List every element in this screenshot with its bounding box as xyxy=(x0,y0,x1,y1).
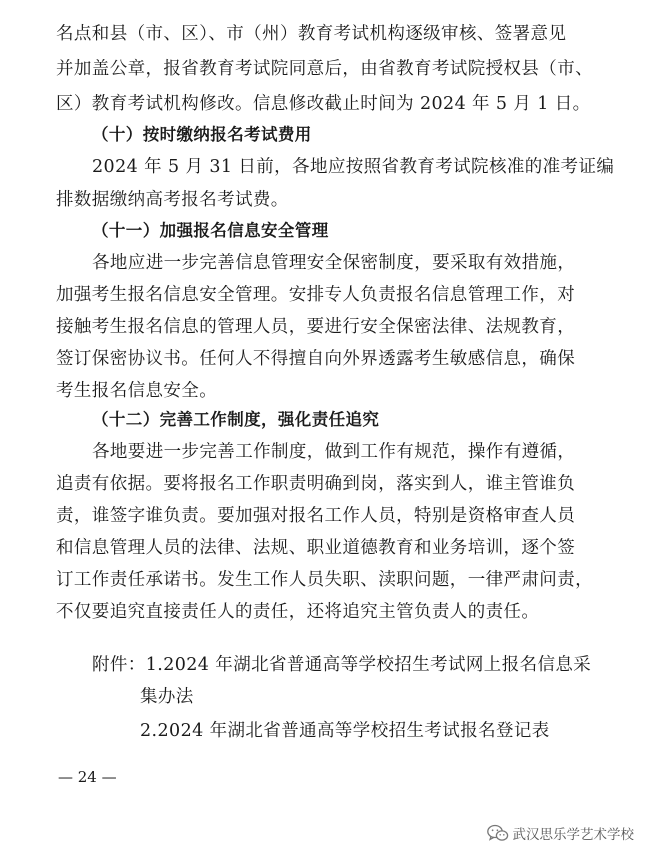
paragraph-line: 区）教育考试机构修改。信息修改截止时间为 2024 年 5 月 1 日。 xyxy=(56,94,591,114)
paragraph-line: 订工作责任承诺书。发生工作人员失职、渎职问题，一律严肃问责， xyxy=(56,570,593,590)
attachment-item-1-continued: 集办法 xyxy=(140,687,194,707)
section-heading-10: （十）按时缴纳报名考试费用 xyxy=(92,125,312,144)
paragraph-line: 签订保密协议书。任何人不得擅自向外界透露考生敏感信息，确保 xyxy=(56,349,576,369)
paragraph-line: 各地应进一步完善信息管理安全保密制度，要采取有效措施， xyxy=(92,253,576,273)
paragraph-line: 追责有依据。要将报名工作职责明确到岗，落实到人，谁主管谁负 xyxy=(56,474,576,494)
watermark xyxy=(487,823,635,843)
paragraph-line: 并加盖公章，报省教育考试院同意后，由省教育考试院授权县（市、 xyxy=(56,59,593,79)
paragraph-line: 各地要进一步完善工作制度，做到工作有规范，操作有遵循， xyxy=(92,442,576,462)
paragraph-line: 考生报名信息安全。 xyxy=(56,381,218,401)
paragraph-line: 2024 年 5 月 31 日前，各地应按照省教育考试院核准的准考证编 xyxy=(92,157,615,177)
paragraph-line: 责，谁签字谁负责。要加强对报名工作人员，特别是资格审查人员 xyxy=(56,506,576,526)
paragraph-line: 和信息管理人员的法律、法规、职业道德教育和业务培训，逐个签 xyxy=(56,538,576,558)
wechat-icon xyxy=(487,824,509,842)
attachment-item-1: 附件：1.2024 年湖北省普通高等学校招生考试网上报名信息采 xyxy=(92,655,592,675)
paragraph-line: 排数据缴纳高考报名考试费。 xyxy=(56,190,289,210)
paragraph-line: 接触考生报名信息的管理人员，要进行安全保密法律、法规教育， xyxy=(56,317,576,337)
page-number: — 24 — xyxy=(58,768,117,786)
watermark-text: 武汉思乐学艺术学校 xyxy=(512,827,634,843)
paragraph-line: 名点和县（市、区）、市（州）教育考试机构逐级审核、签署意见 xyxy=(56,24,567,44)
attachment-item-2: 2.2024 年湖北省普通高等学校招生考试报名登记表 xyxy=(140,721,550,741)
section-heading-11: （十一）加强报名信息安全管理 xyxy=(92,221,329,240)
section-heading-12: （十二）完善工作制度，强化责任追究 xyxy=(92,410,380,429)
paragraph-line: 加强考生报名信息安全管理。安排专人负责报名信息管理工作，对 xyxy=(56,285,576,305)
paragraph-line: 不仅要追究直接责任人的责任，还将追究主管负责人的责任。 xyxy=(56,602,540,622)
